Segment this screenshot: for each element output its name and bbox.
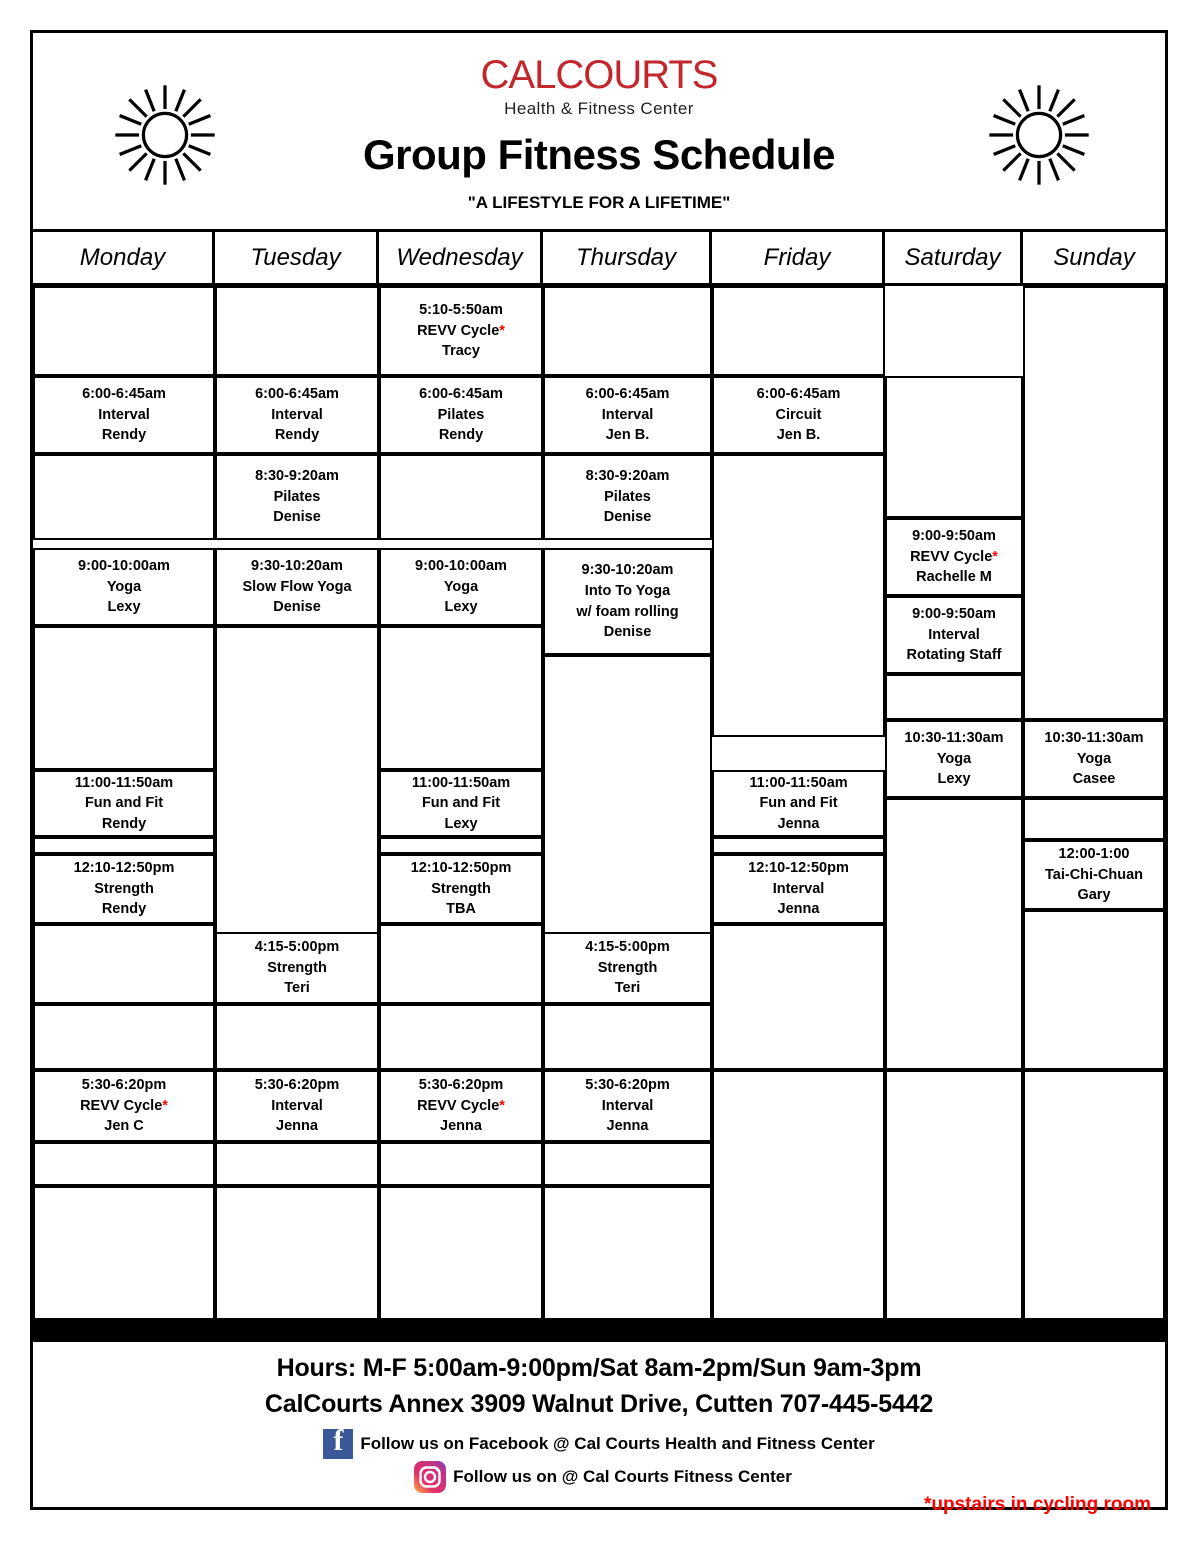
upstairs-asterisk: *: [162, 1097, 168, 1114]
class-instructor: Casee: [1072, 771, 1116, 788]
class-instructor: Jen C: [104, 1118, 144, 1135]
schedule-flyer: [30, 30, 1168, 1515]
class-name: Circuit: [775, 406, 822, 423]
empty-slot: [33, 1142, 215, 1186]
class-name: Fun and Fit: [421, 795, 501, 812]
empty-slot: [885, 674, 1023, 720]
class-name: Yoga: [936, 750, 972, 767]
page-tagline: "A LIFESTYLE FOR A LIFETIME": [467, 193, 731, 212]
class-name: Interval: [928, 626, 980, 643]
class-instructor: Gary: [1077, 887, 1111, 904]
class-instructor: Teri: [614, 980, 641, 997]
empty-slot: [712, 924, 885, 1070]
class-name: REVV Cycle*: [417, 1097, 505, 1114]
empty-slot: [1023, 798, 1165, 840]
facebook-label: Follow us on Facebook @ Cal Courts Health and Fitness Center: [360, 1433, 875, 1453]
class-time: 5:30-6:20pm: [418, 1077, 504, 1094]
class-time: 5:30-6:20pm: [254, 1077, 340, 1094]
day-header-monday: Monday: [33, 232, 215, 286]
class-slot[interactable]: [379, 770, 543, 837]
empty-slot: [885, 1070, 1023, 1320]
class-instructor: Jen B.: [605, 427, 650, 444]
class-name: Yoga: [443, 578, 479, 595]
empty-slot: [33, 286, 215, 376]
empty-slot: [543, 1004, 712, 1070]
instagram-label: Follow us on @ Cal Courts Fitness Center: [453, 1466, 792, 1486]
class-time: 5:10-5:50am: [419, 302, 503, 319]
empty-slot: [33, 626, 215, 770]
instagram-icon[interactable]: [414, 1461, 446, 1493]
class-name: Pilates: [273, 488, 321, 505]
flyer-header: [33, 33, 1165, 232]
facebook-icon[interactable]: [323, 1429, 353, 1459]
class-instructor: Denise: [273, 599, 321, 616]
class-time: 11:00-11:50am: [74, 774, 174, 791]
class-name: Strength: [94, 880, 154, 897]
footer-divider: [33, 1320, 1165, 1342]
empty-slot: [33, 1186, 215, 1320]
class-name-line2: w/ foam rolling: [576, 603, 679, 620]
class-name: Tai-Chi-Chuan: [1045, 866, 1143, 883]
empty-slot: [1023, 1070, 1165, 1320]
class-time: 10:30-11:30am: [904, 730, 1004, 747]
empty-slot: [215, 1186, 379, 1320]
address-line: CalCourts Annex 3909 Walnut Drive, Cutten 707-445-5442: [264, 1390, 934, 1419]
class-name: Pilates: [604, 488, 651, 505]
class-instructor: Rendy: [101, 815, 147, 832]
class-name: Strength: [267, 959, 327, 976]
brand-logo: [33, 55, 1165, 119]
class-slot[interactable]: [379, 548, 543, 626]
class-time: 12:10-12:50pm: [410, 860, 512, 877]
schedule-grid: [33, 232, 1165, 1320]
class-name: Strength: [597, 959, 658, 976]
empty-slot: [379, 454, 543, 540]
empty-slot: [885, 798, 1023, 1070]
class-instructor: Tracy: [442, 343, 480, 360]
class-time: 9:00-10:00am: [415, 558, 507, 575]
class-name: Interval: [601, 406, 654, 423]
brand-name: CALCOURTS: [480, 53, 718, 97]
day-header-friday: Friday: [712, 232, 885, 286]
class-time: 8:30-9:20am: [255, 468, 339, 485]
class-instructor: Lexy: [107, 599, 141, 616]
class-slot[interactable]: [885, 720, 1023, 798]
class-name: Interval: [271, 406, 323, 423]
class-time: 6:00-6:45am: [756, 386, 841, 403]
empty-slot: [543, 286, 712, 376]
class-slot[interactable]: [1023, 840, 1165, 910]
class-slot[interactable]: [379, 1070, 543, 1142]
class-name: Fun and Fit: [759, 795, 838, 812]
class-slot[interactable]: [885, 596, 1023, 674]
instagram-row[interactable]: [33, 1461, 1165, 1493]
class-time: 6:00-6:45am: [255, 386, 339, 403]
hours-line: Hours: M-F 5:00am-9:00pm/Sat 8am-2pm/Sun 9am-3pm: [276, 1354, 922, 1382]
class-slot[interactable]: [33, 770, 215, 837]
class-time: 12:10-12:50pm: [73, 860, 175, 877]
day-header-tuesday: Tuesday: [215, 232, 379, 286]
class-time: 4:15-5:00pm: [254, 939, 340, 956]
class-slot[interactable]: [543, 548, 712, 655]
class-instructor: Rendy: [438, 427, 484, 444]
day-header-sunday: Sunday: [1023, 232, 1165, 286]
empty-slot: [33, 454, 215, 540]
class-slot[interactable]: [379, 286, 543, 376]
class-instructor: Rendy: [274, 427, 320, 444]
empty-slot: [379, 1004, 543, 1070]
flyer-footer: [33, 1342, 1165, 1520]
class-name: Interval: [98, 406, 150, 423]
empty-slot: [379, 837, 543, 854]
class-slot[interactable]: [33, 376, 215, 454]
class-time: 8:30-9:20am: [585, 468, 670, 485]
class-instructor: Lexy: [937, 771, 971, 788]
empty-slot: [215, 1142, 379, 1186]
day-header-wednesday: Wednesday: [379, 232, 543, 286]
class-name: REVV Cycle*: [910, 548, 998, 565]
class-instructor: Denise: [603, 624, 652, 641]
class-slot[interactable]: [543, 1070, 712, 1142]
class-time: 12:10-12:50pm: [748, 860, 849, 877]
empty-slot: [379, 1142, 543, 1186]
class-time: 9:30-10:20am: [581, 562, 674, 579]
class-slot[interactable]: [215, 548, 379, 626]
class-name: Yoga: [1076, 750, 1112, 767]
class-slot[interactable]: [543, 932, 712, 1004]
empty-slot: [1023, 286, 1165, 720]
class-instructor: Lexy: [444, 815, 478, 832]
empty-slot: [215, 1004, 379, 1070]
class-slot[interactable]: [215, 932, 379, 1004]
class-name: Yoga: [106, 578, 142, 595]
empty-slot: [379, 626, 543, 770]
class-instructor: Rachelle M: [916, 569, 992, 586]
class-instructor: TBA: [446, 901, 476, 918]
class-name: Strength: [431, 880, 491, 897]
class-name: Pilates: [437, 406, 485, 423]
empty-slot: [379, 924, 543, 1004]
page-title: Group Fitness Schedule: [362, 131, 836, 178]
class-time: 12:00-1:00: [1058, 846, 1130, 863]
empty-slot: [33, 837, 215, 854]
class-time: 5:30-6:20pm: [81, 1077, 167, 1094]
class-name: REVV Cycle*: [80, 1097, 168, 1114]
class-slot[interactable]: [712, 376, 885, 454]
empty-slot: [33, 1004, 215, 1070]
class-time: 9:00-10:00am: [78, 558, 170, 575]
class-name: Into To Yoga: [584, 582, 671, 599]
class-slot[interactable]: [215, 454, 379, 540]
class-slot[interactable]: [33, 548, 215, 626]
class-slot[interactable]: [215, 1070, 379, 1142]
day-header-thursday: Thursday: [543, 232, 712, 286]
class-instructor: Rendy: [101, 427, 147, 444]
empty-slot: [1023, 910, 1165, 1070]
class-instructor: Jenna: [606, 1118, 649, 1135]
class-name: Interval: [601, 1097, 654, 1114]
empty-slot: [885, 376, 1023, 518]
class-slot[interactable]: [215, 376, 379, 454]
class-instructor: Rotating Staff: [906, 647, 1002, 664]
class-time: 9:30-10:20am: [251, 558, 343, 575]
class-instructor: Lexy: [444, 599, 478, 616]
class-slot[interactable]: [379, 854, 543, 924]
empty-slot: [712, 454, 885, 737]
class-time: 5:30-6:20pm: [585, 1077, 670, 1094]
brand-tagline: Health & Fitness Center: [504, 99, 694, 118]
empty-slot: [543, 1142, 712, 1186]
class-time: 4:15-5:00pm: [585, 939, 670, 956]
class-instructor: Jenna: [440, 1118, 482, 1135]
upstairs-asterisk: *: [992, 548, 998, 565]
class-time: 11:00-11:50am: [411, 774, 511, 791]
class-slot[interactable]: [543, 376, 712, 454]
class-slot[interactable]: [379, 376, 543, 454]
class-time: 10:30-11:30am: [1044, 730, 1144, 747]
empty-slot: [379, 1186, 543, 1320]
class-name: Fun and Fit: [84, 795, 164, 812]
class-time: 9:00-9:50am: [912, 606, 996, 623]
class-name: Interval: [772, 880, 825, 897]
class-slot[interactable]: [1023, 720, 1165, 798]
facebook-row[interactable]: [33, 1429, 1165, 1459]
class-instructor: Rendy: [101, 901, 147, 918]
day-header-saturday: Saturday: [885, 232, 1023, 286]
class-instructor: Jenna: [777, 815, 820, 832]
empty-slot: [712, 837, 885, 854]
class-time: 6:00-6:45am: [82, 386, 166, 403]
class-instructor: Teri: [284, 980, 310, 997]
class-time: 6:00-6:45am: [419, 386, 503, 403]
class-time: 11:00-11:50am: [749, 774, 848, 791]
empty-slot: [33, 924, 215, 1004]
empty-slot: [543, 1186, 712, 1320]
class-name: Slow Flow Yoga: [242, 578, 352, 595]
empty-slot: [712, 286, 885, 376]
class-time: 9:00-9:50am: [912, 528, 996, 545]
class-instructor: Jenna: [777, 901, 820, 918]
class-instructor: Denise: [273, 509, 321, 526]
class-name: Interval: [271, 1097, 323, 1114]
class-instructor: Jenna: [276, 1118, 318, 1135]
upstairs-asterisk: *: [499, 322, 505, 339]
class-slot[interactable]: [33, 1070, 215, 1142]
class-instructor: Denise: [603, 509, 652, 526]
class-slot[interactable]: [712, 854, 885, 924]
class-time: 6:00-6:45am: [585, 386, 670, 403]
upstairs-asterisk: *: [499, 1097, 505, 1114]
class-name: REVV Cycle*: [417, 322, 505, 339]
empty-slot: [712, 1070, 885, 1320]
class-slot[interactable]: [33, 854, 215, 924]
empty-slot: [215, 286, 379, 376]
class-slot[interactable]: [712, 770, 885, 837]
footnote: *upstairs in cycling room: [924, 1494, 1151, 1515]
class-slot[interactable]: [885, 518, 1023, 596]
class-instructor: Jen B.: [776, 427, 821, 444]
class-slot[interactable]: [543, 454, 712, 540]
